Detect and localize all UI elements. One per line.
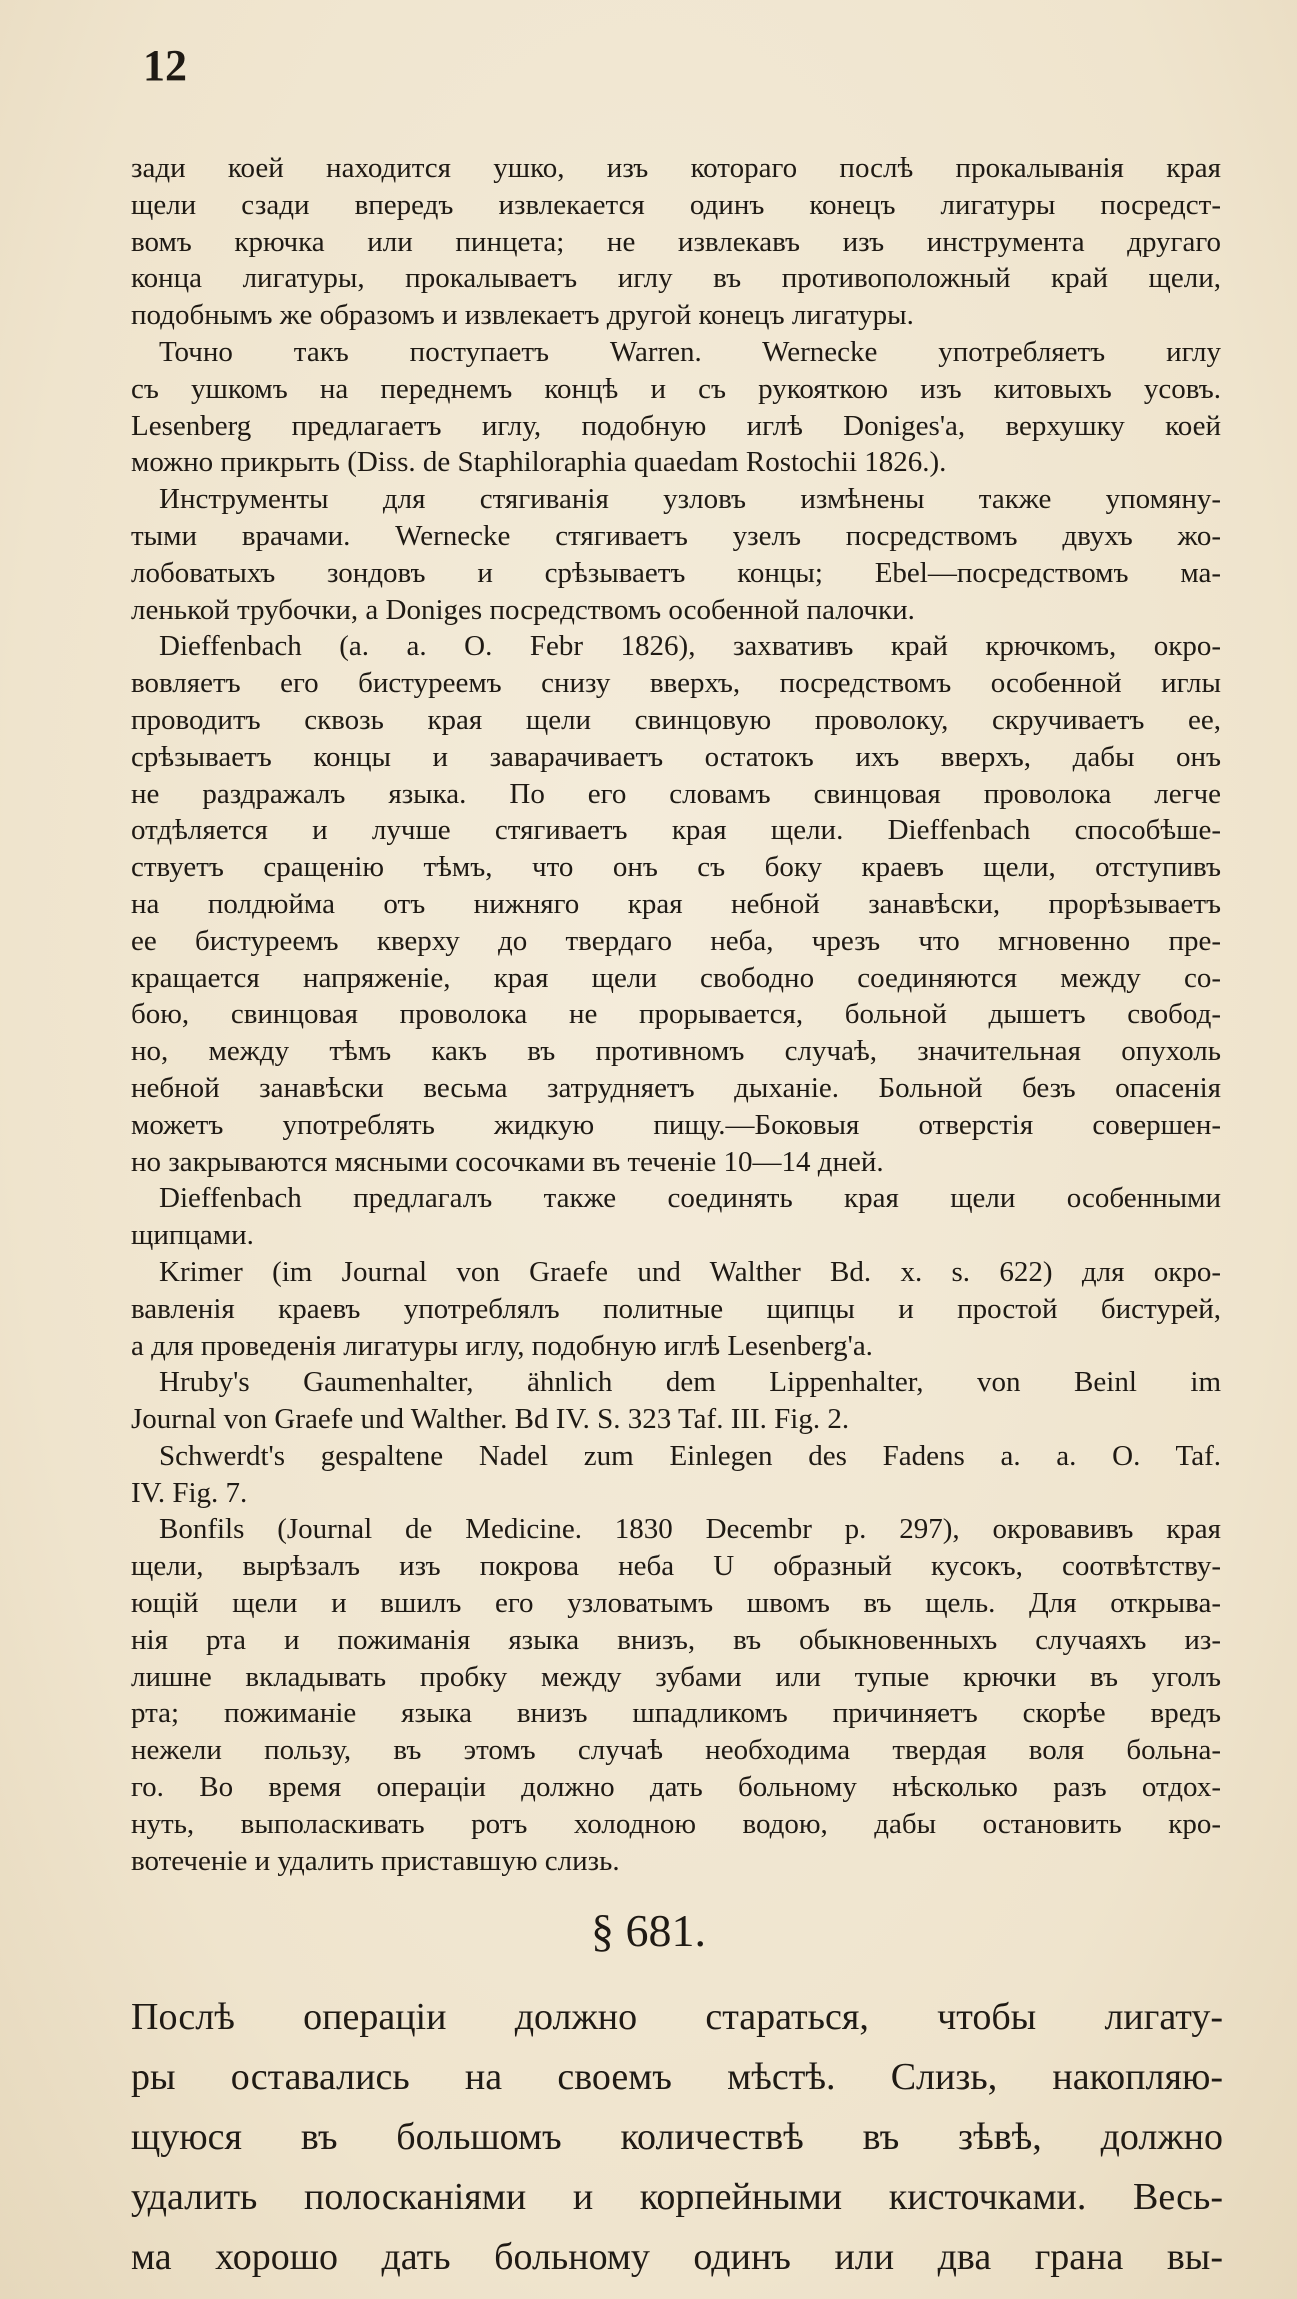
text-line: нія рта и пожиманія языка внизъ, въ обыкновенныхъ случаяхъ из- — [131, 1623, 1221, 1656]
text-line: зади коей находится ушко, изъ котораго послѣ прокалыванія края — [131, 152, 1221, 184]
text-line: Точно такъ поступаетъ Warren. Wernecke употребляетъ иглу — [159, 335, 1221, 368]
text-line: бою, свинцовая проволока не прорывается, больной дышетъ свобод- — [131, 998, 1221, 1031]
text-line: ма хорошо дать больному одинъ или два грана вы- — [131, 2236, 1223, 2278]
text-line: Bonfils (Journal de Medicine. 1830 Decembr p. 297), окровавивъ края — [159, 1513, 1221, 1546]
text-line: ее бистуреемъ кверху до твердаго неба, чрезъ что мгновенно пре- — [131, 924, 1221, 957]
text-line: Krimer (im Journal von Graefe und Walther Bd. x. s. 622) для окро- — [159, 1255, 1221, 1288]
text-line: можно прикрыть (Diss. de Staphilorаphia quaedam Rostochii 1826.). — [131, 446, 947, 479]
text-line: но закрываются мясными сосочками въ теченіе 10—14 дней. — [131, 1145, 884, 1178]
text-line: Dieffenbach предлагалъ также соединять края щели особенными — [159, 1182, 1221, 1215]
text-line: нежели пользу, въ этомъ случаѣ необходима твердая воля больна- — [131, 1734, 1221, 1767]
text-line: тыми врачами. Wernecke стягиваетъ узелъ посредствомъ двухъ жо- — [131, 519, 1221, 552]
text-line: можетъ употреблять жидкую пищу.—Боковыя отверстія совершен- — [131, 1108, 1221, 1141]
text-line: удалить полосканіями и корпейными кисточками. Весь- — [131, 2176, 1223, 2218]
text-line: Schwerdt's gespaltene Nadel zum Einlegen des Fadens a. a. O. Taf. — [159, 1439, 1221, 1472]
text-line: го. Во время операціи должно дать больному нѣсколько разъ отдох- — [131, 1771, 1221, 1804]
text-line: съ ушкомъ на переднемъ концѣ и съ рукояткою изъ китовыхъ усовъ. — [131, 372, 1221, 405]
text-line: Послѣ операціи должно стараться, чтобы лигату- — [131, 1996, 1223, 2038]
text-line: ры оставались на своемъ мѣстѣ. Слизь, накопляю- — [131, 2056, 1223, 2098]
text-line: подобнымъ же образомъ и извлекаетъ другой конецъ лигатуры. — [131, 299, 914, 332]
text-line: нуть, выполаскивать ротъ холодною водою, дабы остановить кро- — [131, 1807, 1221, 1840]
text-line: срѣзываетъ концы и заварачиваетъ остатокъ ихъ вверхъ, дабы онъ — [131, 740, 1221, 773]
text-line: Dieffenbach (a. a. O. Febr 1826), захвативъ край крючкомъ, окро- — [159, 630, 1221, 663]
text-line: вовляетъ его бистуреемъ снизу вверхъ, посредствомъ особенной иглы — [131, 667, 1221, 700]
text-line: не раздражалъ языка. По его словамъ свинцовая проволока легче — [131, 777, 1221, 810]
text-line: кращается напряженіе, края щели свободно соединяются между со- — [131, 961, 1221, 994]
text-line: Инструменты для стягиванія узловъ измѣнены также упомяну- — [159, 483, 1221, 516]
text-line: Journal von Graefe und Walther. Bd IV. S. 323 Taf. III. Fig. 2. — [131, 1403, 850, 1436]
text-line: ющій щели и вшилъ его узловатымъ швомъ въ щель. Для открыва- — [131, 1587, 1221, 1620]
text-line: отдѣляется и лучше стягиваетъ края щели. Dieffenbach способѣше- — [131, 814, 1221, 847]
text-line: вавленія краевъ употреблялъ политные щипцы и простой бистурей, — [131, 1292, 1221, 1325]
text-line: лишне вкладывать пробку между зубами или тупые крючки въ уголъ — [131, 1660, 1221, 1693]
text-line: ствуетъ сращенію тѣмъ, что онъ съ боку краевъ щели, отступивъ — [131, 851, 1221, 884]
text-line: но, между тѣмъ какъ въ противномъ случаѣ, значительная опухоль — [131, 1035, 1221, 1068]
text-line: ленькой трубочки, а Doniges посредствомъ особенной палочки. — [131, 593, 915, 626]
main-text-block — [131, 1987, 1223, 2287]
text-line: небной занавѣски весьма затрудняетъ дыханіе. Больной безъ опасенія — [131, 1071, 1221, 1104]
text-line: лобоватыхъ зондовъ и срѣзываетъ концы; Ebel—посредствомъ ма- — [131, 556, 1221, 589]
text-line: проводитъ сквозь края щели свинцовую проволоку, скручиваетъ ее, — [131, 703, 1221, 736]
text-line: IV. Fig. 7. — [131, 1476, 248, 1509]
text-line: конца лигатуры, прокалываетъ иглу въ противоположный край щели, — [131, 262, 1221, 295]
text-line: щели, вырѣзалъ изъ покрова неба U образный кусокъ, соотвѣтству- — [131, 1550, 1221, 1583]
text-line: Hruby's Gaumenhalter, ähnlich dem Lippenhalter, von Beinl im — [159, 1366, 1221, 1399]
text-line: а для проведенія лигатуры иглу, подобную иглѣ Lesenberg'а. — [131, 1329, 873, 1362]
text-line: вотеченіе и удалить приставшую слизь. — [131, 1844, 620, 1877]
text-line: щипцами. — [131, 1219, 254, 1252]
small-print-block — [131, 150, 1221, 1879]
text-line: рта; пожиманіе языка внизъ шпадликомъ причиняетъ скорѣе вредъ — [131, 1697, 1221, 1730]
text-line: на полдюйма отъ нижняго края небной занавѣски, прорѣзываетъ — [131, 887, 1221, 920]
text-line: Lesenberg предлагаетъ иглу, подобную иглѣ Doniges'а, верхушку коей — [131, 409, 1221, 442]
text-line: щели сзади впередъ извлекается одинъ конецъ лигатуры посредст- — [131, 188, 1221, 221]
page-number: 12 — [143, 41, 187, 90]
text-line: щуюся въ большомъ количествѣ въ зѣвѣ, должно — [131, 2116, 1223, 2158]
section-heading: § 681. — [591, 1905, 706, 1956]
text-line: вомъ крючка или пинцета; не извлекавъ изъ инструмента другаго — [131, 225, 1221, 258]
